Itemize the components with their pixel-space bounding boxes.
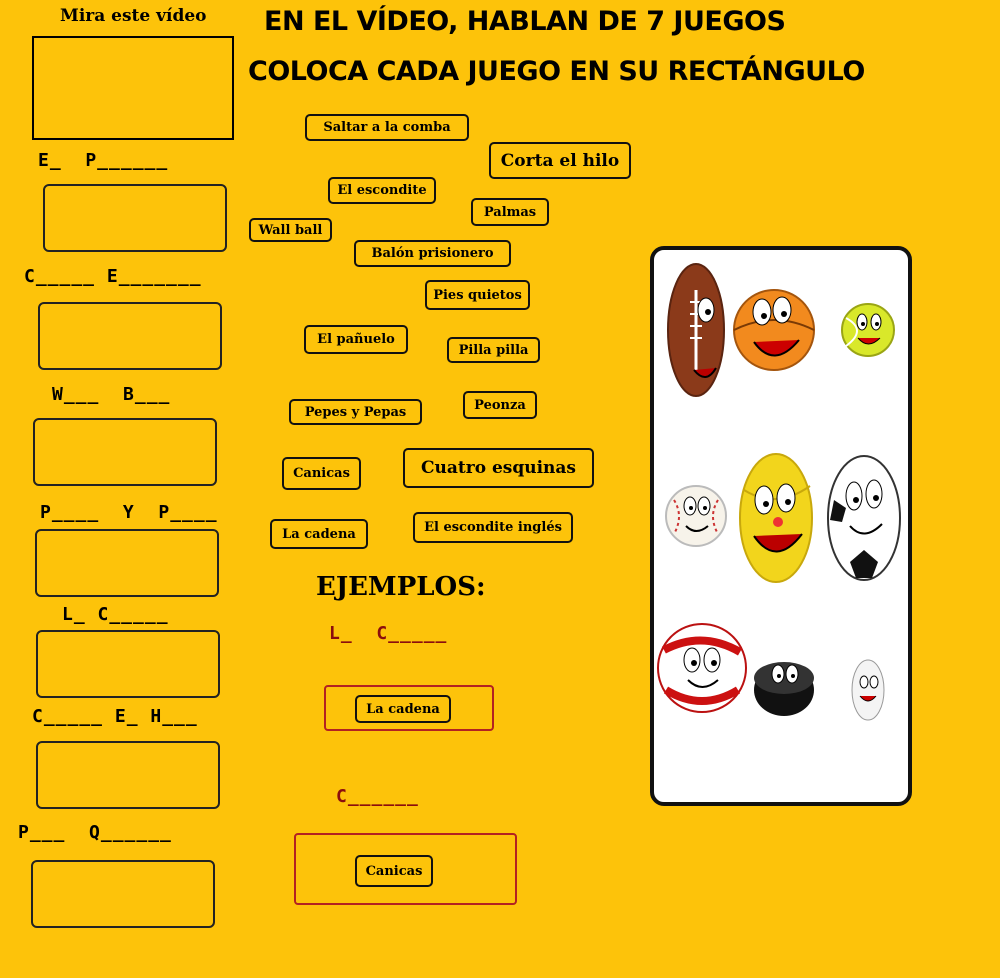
basketball-icon bbox=[734, 290, 814, 370]
examples-heading: EJEMPLOS: bbox=[316, 572, 486, 602]
volleyball-icon bbox=[740, 454, 812, 582]
chip-el-panuelo[interactable]: El pañuelo bbox=[304, 325, 408, 354]
target-hint-4: P____ Y P____ bbox=[40, 502, 218, 523]
target-hint-7: P___ Q______ bbox=[18, 822, 172, 843]
smiling-balls-image bbox=[650, 246, 912, 806]
example-answer-2: Canicas bbox=[355, 855, 433, 887]
target-hint-3: W___ B___ bbox=[52, 384, 171, 405]
chip-cuatro-esquinas[interactable]: Cuatro esquinas bbox=[403, 448, 594, 488]
chip-canicas[interactable]: Canicas bbox=[282, 457, 361, 490]
drop-zone-6[interactable] bbox=[36, 741, 220, 809]
chip-el-escondite[interactable]: El escondite bbox=[328, 177, 436, 204]
example-hint-2: C______ bbox=[336, 786, 419, 807]
sports-balls-icon bbox=[654, 250, 908, 802]
target-hint-1: E_ P______ bbox=[38, 150, 169, 171]
drop-zone-1[interactable] bbox=[43, 184, 227, 252]
chip-saltar-a-la-comba[interactable]: Saltar a la comba bbox=[305, 114, 469, 141]
drop-zone-2[interactable] bbox=[38, 302, 222, 370]
target-hint-2: C_____ E_______ bbox=[24, 266, 202, 287]
chip-el-escondite-ingles[interactable]: El escondite inglés bbox=[413, 512, 573, 543]
chip-pilla-pilla[interactable]: Pilla pilla bbox=[447, 337, 540, 363]
chip-la-cadena[interactable]: La cadena bbox=[270, 519, 368, 549]
drop-zone-4[interactable] bbox=[35, 529, 219, 597]
target-hint-5: L_ C_____ bbox=[62, 604, 169, 625]
drop-zone-3[interactable] bbox=[33, 418, 217, 486]
example-hint-1: L_ C_____ bbox=[329, 623, 448, 644]
video-embed[interactable] bbox=[32, 36, 234, 140]
chip-wall-ball[interactable]: Wall ball bbox=[249, 218, 332, 242]
water-polo-ball-icon bbox=[658, 624, 746, 712]
chip-peonza[interactable]: Peonza bbox=[463, 391, 537, 419]
hockey-puck-icon bbox=[754, 662, 814, 716]
chip-pies-quietos[interactable]: Pies quietos bbox=[425, 280, 530, 310]
target-hint-6: C_____ E_ H___ bbox=[32, 706, 198, 727]
chip-pepes-y-pepas[interactable]: Pepes y Pepas bbox=[289, 399, 422, 425]
soccer-ball-icon bbox=[828, 456, 900, 580]
tennis-ball-icon bbox=[842, 304, 894, 356]
page-instructions: COLOCA CADA JUEGO EN SU RECTÁNGULO bbox=[248, 56, 865, 87]
example-answer-1: La cadena bbox=[355, 695, 451, 723]
football-ball-icon bbox=[668, 264, 724, 396]
baseball-icon bbox=[666, 486, 726, 546]
video-label: Mira este vídeo bbox=[60, 6, 207, 26]
ping-pong-ball-icon bbox=[852, 660, 884, 720]
drop-zone-5[interactable] bbox=[36, 630, 220, 698]
chip-palmas[interactable]: Palmas bbox=[471, 198, 549, 226]
page-title: EN EL VÍDEO, HABLAN DE 7 JUEGOS bbox=[264, 6, 786, 37]
chip-corta-el-hilo[interactable]: Corta el hilo bbox=[489, 142, 631, 179]
drop-zone-7[interactable] bbox=[31, 860, 215, 928]
chip-balon-prisionero[interactable]: Balón prisionero bbox=[354, 240, 511, 267]
